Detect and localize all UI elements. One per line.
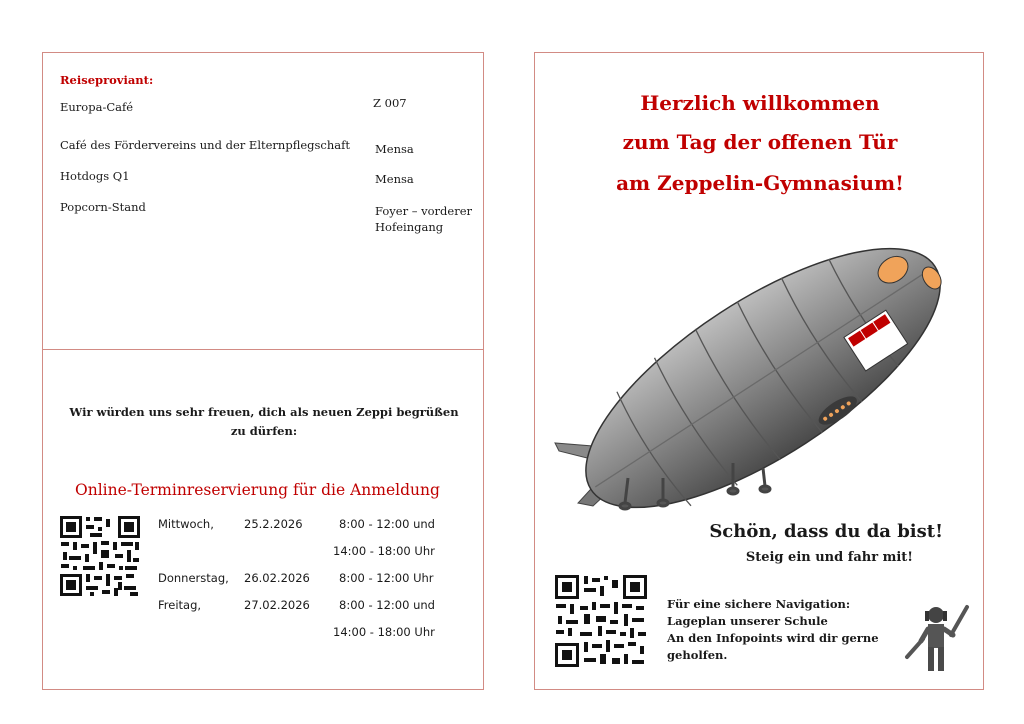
schedule-time: 8:00 - 12:00 und <box>339 598 435 612</box>
schedule-time: 14:00 - 18:00 Uhr <box>333 625 435 639</box>
provision-location: Mensa <box>375 142 414 156</box>
cover-title-line-1: Herzlich willkommen <box>640 91 880 115</box>
provisions-panel <box>42 52 484 350</box>
cover-title-line-3: am Zeppelin-Gymnasium! <box>616 171 904 195</box>
cover-panel <box>534 52 984 690</box>
schedule-date: 26.02.2026 <box>244 571 310 585</box>
cover-subslogan: Steig ein und fahr mit! <box>745 550 913 565</box>
provision-name: Hotdogs Q1 <box>60 169 130 183</box>
registration-qr-code[interactable] <box>59 515 141 597</box>
provision-name: Europa-Café <box>60 100 134 114</box>
provision-location: Z 007 <box>373 96 407 110</box>
registration-panel <box>42 349 484 690</box>
cover-title-line-2: zum Tag der offenen Tür <box>622 130 898 154</box>
registration-intro: Wir würden uns sehr freuen, dich als neuen Zeppi begrüßen zu dürfen: <box>69 405 459 438</box>
ground-crew-figure-icon <box>901 599 973 673</box>
zeppelin-illustration <box>553 238 973 518</box>
navigation-qr-code[interactable] <box>554 574 648 668</box>
provision-name: Café des Fördervereins und der Elternpflegschaft <box>60 138 351 152</box>
schedule-time: 14:00 - 18:00 Uhr <box>333 544 435 558</box>
provision-location: Foyer – vorderer Hofeingang <box>375 204 473 234</box>
schedule-date: 25.2.2026 <box>244 517 303 531</box>
schedule-time: 8:00 - 12:00 Uhr <box>339 571 434 585</box>
registration-heading: Online-Terminreservierung für die Anmeldung <box>75 481 440 499</box>
schedule-time: 8:00 - 12:00 und <box>339 517 435 531</box>
provision-name: Popcorn-Stand <box>60 200 146 214</box>
provision-location: Mensa <box>375 172 414 186</box>
schedule-day: Mittwoch, <box>158 517 214 531</box>
provisions-heading: Reiseproviant: <box>60 73 154 87</box>
cover-slogan: Schön, dass du da bist! <box>709 521 943 542</box>
schedule-day: Donnerstag, <box>158 571 229 585</box>
schedule-date: 27.02.2026 <box>244 598 310 612</box>
navigation-text: Für eine sichere Navigation: Lageplan unserer Schule An den Infopoints wird dir gerne geholfen. <box>667 597 879 662</box>
schedule-day: Freitag, <box>158 598 202 612</box>
